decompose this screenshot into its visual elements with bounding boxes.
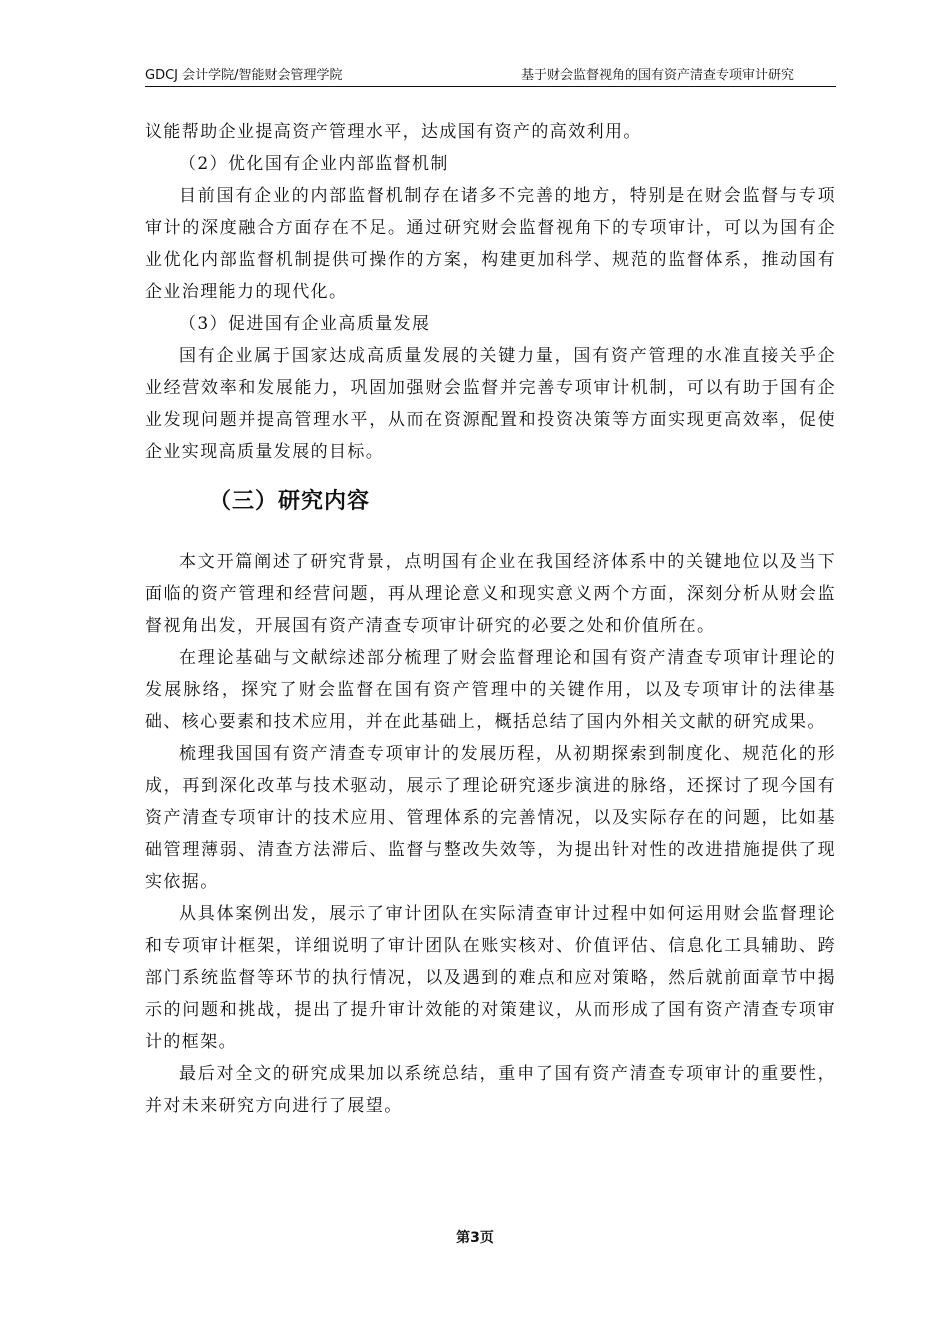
subsection-3 xyxy=(145,308,836,468)
page-header xyxy=(145,66,836,87)
subsection-2-body: 目前国有企业的内部监督机制存在诸多不完善的地方，特别是在财会监督与专项审计的深度融合方面存在不足。通过研究财会监督视角下的专项审计，可以为国有企业优化内部监督机制提供可操作的方案，构建更加科学、规范的监督体系，推动国有企业治理能力的现代化。 xyxy=(145,186,836,302)
body-paragraph: 从具体案例出发，展示了审计团队在实际清查审计过程中如何运用财会监督理论和专项审计框架，详细说明了审计团队在账实核对、价值评估、信息化工具辅助、跨部门系统监督等环节的执行情况，以及遇到的难点和应对策略，然后就前面章节中揭示的问题和挑战，提出了提升审计效能的对策建议，从而形成了国有资产清查专项审计的框架。 xyxy=(145,904,836,1052)
subsection-2-title: （2）优化国有企业内部监督机制 xyxy=(179,154,449,174)
body-paragraph: 本文开篇阐述了研究背景，点明国有企业在我国经济体系中的关键地位以及当下面临的资产管理和经营问题，再从理论意义和现实意义两个方面，深刻分析从财会监督视角出发，开展国有资产清查专项审计研究的必要之处和价值所在。 xyxy=(145,552,836,636)
header-paper-title: 基于财会监督视角的国有资产清查专项审计研究 xyxy=(520,68,794,83)
body-paragraph: 梳理我国国有资产清查专项审计的发展历程，从初期探索到制度化、规范化的形成，再到深化改革与技术驱动，展示了理论研究逐步演进的脉络，还探讨了现今国有资产清查专项审计的技术应用、管理体系的完善情况，以及实际存在的问题，比如基础管理薄弱、清查方法滞后、监督与整改失效等，为提出针对性的改进措施提供了现实依据。 xyxy=(145,744,836,892)
subsection-2 xyxy=(145,148,836,308)
header-institution: GDCJ 会计学院/智能财会管理学院 xyxy=(145,68,343,83)
page-number: 第3页 xyxy=(456,1230,494,1246)
main-content xyxy=(145,116,836,1122)
section-heading: （三）研究内容 xyxy=(209,489,371,514)
subsection-3-body: 国有企业属于国家达成高质量发展的关键力量，国有资产管理的水准直接关乎企业经营效率和发展能力，巩固加强财会监督并完善专项审计机制，可以有助于国有企业发现问题并提高管理水平，从而在资源配置和投资决策等方面实现更高效率，促使企业实现高质量发展的目标。 xyxy=(145,346,836,462)
body-paragraph: 最后对全文的研究成果加以系统总结，重申了国有资产清查专项审计的重要性，并对未来研究方向进行了展望。 xyxy=(145,1064,836,1116)
body-paragraph: 在理论基础与文献综述部分梳理了财会监督理论和国有资产清查专项审计理论的发展脉络，探究了财会监督在国有资产管理中的关键作用，以及专项审计的法律基础、核心要素和技术应用，并在此基础上，概括总结了国内外相关文献的研究成果。 xyxy=(145,648,836,732)
subsection-3-title: （3）促进国有企业高质量发展 xyxy=(179,314,431,334)
research-content-body xyxy=(145,546,836,1122)
continuation-paragraph: 议能帮助企业提高资产管理水平，达成国有资产的高效利用。 xyxy=(145,122,642,142)
